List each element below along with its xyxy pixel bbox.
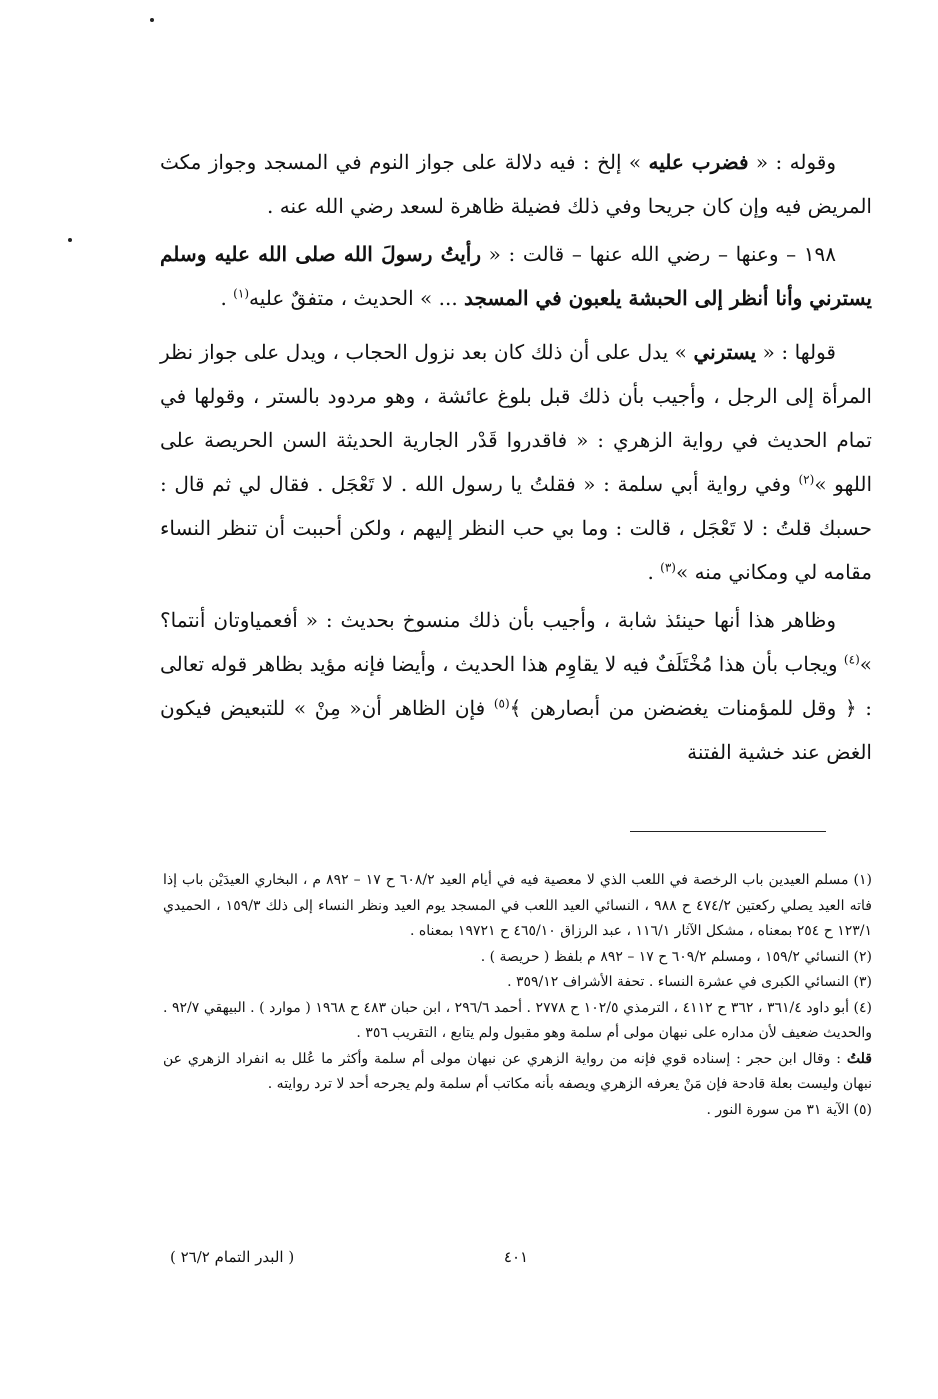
paragraph [160,330,872,594]
footnote: (١) مسلم العيدين باب الرخصة في اللعب الذي لا معصية فيه في أيام العيد ٦٠٨/٢ ح ١٧ – ٨٩٢ م ، البخاري العيدَيْن باب إذا فاته العيد يصلي ركعتين ٤٧٤/٢ ح ٩٨٨ ، النسائي العيد اللعب في المسجد يوم العيد ونظر النساء إلى ذلك ١٥٩/٣ ، الحميدي ١٢٣/١ ح ٢٥٤ بمعناه ، مشكل الآثار ١١٦/١ ، عبد الرزاق ٤٦٥/١٠ ح ١٩٧٢١ بمعناه . [163,872,873,939]
scan-speck [150,18,154,22]
hadith-text: رأيتُ رسولَ الله صلى الله عليه وسلم يسترني وأنا أنظر إلى الحبشة يلعبون في المسجد [160,242,872,310]
text-tail: . [647,560,661,584]
text-tail: فإن الظاهر أن« مِنْ » للتبعيض فيكون الغض عند خشية الفتنة [160,696,872,764]
page-number: ٤٠١ [503,1248,529,1266]
volume-reference: ( البدر التمام ٢٦/٢ ) [170,1248,295,1266]
paragraph [160,232,872,320]
footnote-ref: (٤) [843,652,860,667]
commentary-text: : وقال ابن حجر : إسناده قوي فإنه من رواية الزهري عن نبهان مولى أم سلمة وأكثر ما عُلل به انفراد الزهري عن نبهان وليست بعلة قادحة فإن مَنْ يعرفه الزهري ويصفه بأنه مكاتب أم سلمة ولم يجرحه أحد لا ترد روايته . [163,1050,872,1092]
text-body: ويجاب بأن هذا مُخْتَلَفٌ فيه لا يقاوِم هذا الحديث ، وأيضا فإنه مؤيد بظاهر قوله تعالى : ﴿ وقل للمؤمنات يغضضن من أبصارهن ﴾ [160,652,872,720]
quoted-phrase: يسترني [693,340,757,364]
footnote-ref: (٣) [660,560,676,575]
paragraph [160,140,872,228]
footnotes [163,868,872,1123]
text-tail: . [220,286,234,310]
text-tail: وفي رواية أبي سلمة : « فقلتُ يا رسول الله . لا تَعْجَل . فقال لي ثم قال : حسبك قلتُ : لا تَعْجَل ، قالت : وما بي حب النظر إليهم ، ولكن أحببت أن تنظر النساء مقامه لي ومكاني منه » [160,472,872,584]
text-body: ... » الحديث ، متفقٌ عليه [249,286,465,310]
footnote-commentary [163,1047,872,1098]
text-lead: وظاهر هذا أنها حينئذ شابة ، وأجيب بأن ذلك منسوخ بحديث : « أفعمياوتان أنتما؟ » [160,608,872,676]
commentary-label: قلتُ [846,1050,872,1067]
text-lead: ١٩٨ – وعنها – رضي الله عنها – قالت : « [481,242,836,266]
text-body: » يدل على أن ذلك كان بعد نزول الحجاب ، ويدل على جواز نظر المرأة إلى الرجل ، وأجيب بأن ذلك قبل بلوغ عائشة ، وهو مردود بالستر ، وقولها في تمام الحديث في رواية الزهري : « فاقدروا قَدْر الجارية الحديثة السن الحريصة على اللهو » [160,340,872,496]
quoted-phrase: فضرب عليه [648,150,749,174]
footnote-ref: (٢) [798,472,815,487]
footnote: (٢) النسائي ١٥٩/٢ ، ومسلم ٦٠٩/٢ ح ١٧ – ٨٩٢ م بلفظ ( حريصة ) . [480,948,872,965]
text-lead: وقوله : « [748,150,836,174]
footnote-ref: (٥) [493,696,510,711]
page-footer [160,1248,872,1278]
footnote: (٤) أبو داود ٣٦١/٤ ، ٣٦٢ ح ٤١١٢ ، الترمذي ١٠٢/٥ ح ٢٧٧٨ . أحمد ٢٩٦/٦ ، ابن حبان ٤٨٣ ح ١٩٦٨ ( موارد ) . البيهقي ٩٢/٧ . والحديث ضعيف لأن مداره على نبهان مولى أم سلمة وهو مقبول ولم يتابع ، التقريب ٣٥٦ . [163,999,873,1041]
main-text [160,140,872,778]
footnote: (٣) النسائي الكبرى في عشرة النساء . تحفة الأشراف ٣٥٩/١٢ . [507,974,872,990]
text-body: » إلخ : فيه دلالة على جواز النوم في المسجد وجواز مكث المريض فيه وإن كان جريحا وفي ذلك فضيلة ظاهرة لسعد رضي الله عنه . [160,150,872,218]
text-lead: قولها : « [756,340,836,364]
paragraph [160,598,872,774]
footnote-ref: (١) [233,286,249,301]
footnote-separator [630,831,826,832]
footnote: (٥) الآية ٣١ من سورة النور . [706,1101,872,1118]
scan-speck [68,238,72,242]
